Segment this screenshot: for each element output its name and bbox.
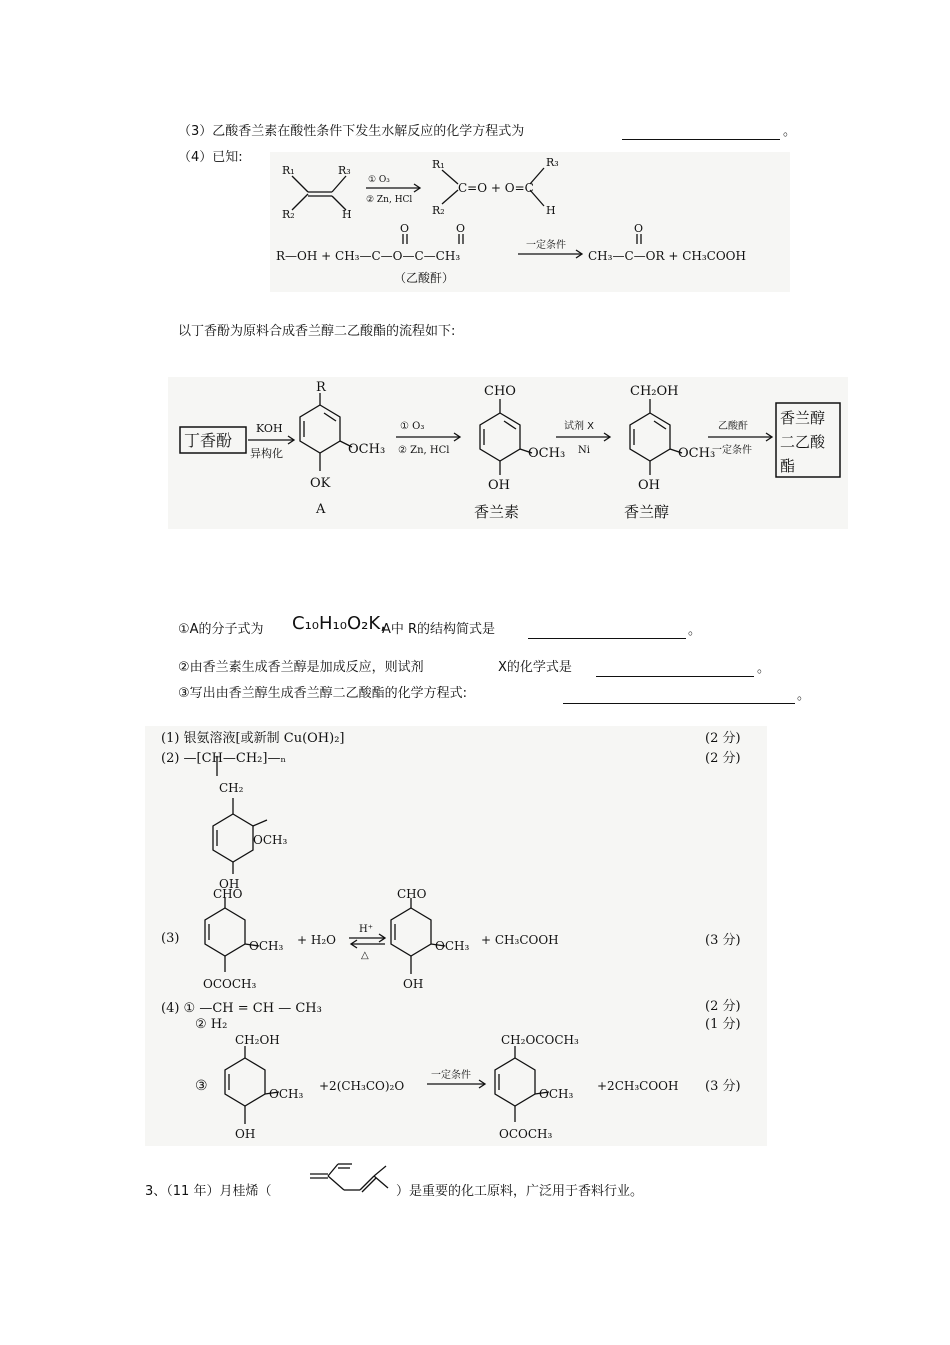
vanillyl-alcohol-ch2oh: CH₂OH — [630, 384, 679, 399]
sub1-answer-blank — [528, 620, 686, 639]
answer-2-score: (2 分) — [705, 751, 741, 766]
answer-4-2: ② H₂ — [195, 1017, 228, 1032]
answer-4-3-product-och3: OCH₃ — [539, 1087, 574, 1101]
product-r2-label: R₂ — [432, 204, 445, 217]
answer-2: (2) —[CH—CH₂]—ₙ — [161, 751, 287, 766]
sub1-formula: C₁₀H₁₀O₂K, — [292, 613, 386, 634]
q3-answer-blank — [622, 121, 780, 140]
answer-3-och3-1: OCH₃ — [249, 939, 284, 953]
answer-4-3-product-top: CH₂OCOCH₃ — [501, 1033, 579, 1047]
answer-key-figure — [145, 726, 767, 1146]
ozone-condition: ① O₃ — [368, 175, 390, 185]
product-r1-label: R₁ — [432, 158, 445, 171]
ester-o: O — [634, 222, 644, 235]
answer-3-water: + H₂O — [297, 933, 336, 947]
vanillyl-alcohol-och3: OCH₃ — [678, 446, 716, 461]
r1-label: R₁ — [282, 164, 295, 177]
sub2-text-b: X的化学式是 — [498, 660, 572, 675]
myrcene-skeletal-structure — [304, 1160, 400, 1202]
answer-3-score: (3 分) — [705, 933, 741, 948]
answer-3-cho-2: CHO — [397, 887, 427, 901]
answer-3-heat: △ — [361, 950, 369, 961]
answer-3-och3-2: OCH₃ — [435, 939, 470, 953]
r3-label: R₃ — [338, 164, 351, 177]
anhydride-o2: O — [456, 222, 466, 235]
answer-3-acetic-acid: + CH₃COOH — [481, 933, 559, 947]
answer-4-3-condition: 一定条件 — [431, 1070, 471, 1081]
synthesis-flow-figure — [168, 377, 848, 529]
flow-intro: 以丁香酚为原料合成香兰醇二乙酸酯的流程如下: — [178, 324, 456, 339]
end-product-line2: 二乙酸 — [780, 433, 826, 451]
zn-hcl-condition: ② Zn, HCl — [366, 195, 413, 205]
esterification-condition: 一定条件 — [526, 240, 566, 251]
vanillin-oh: OH — [488, 478, 510, 493]
answer-3-label: (3) — [161, 931, 180, 946]
answer-4-3-ch2oh: CH₂OH — [235, 1033, 280, 1047]
end-product-line1: 香兰醇 — [780, 409, 826, 427]
q3-period: 。 — [783, 124, 797, 139]
esterification-products: CH₃—C—OR + CH₃COOH — [588, 249, 746, 263]
sub1-text-b: A中 R的结构简式是 — [382, 622, 496, 637]
nickel-catalyst: Ni — [578, 445, 590, 456]
answer-4-3-och3: OCH₃ — [269, 1087, 304, 1101]
answer-4-3-oh: OH — [235, 1127, 256, 1141]
answer-4-3-product-bottom: OCOCH₃ — [499, 1127, 553, 1141]
q4-text: （4）已知: — [178, 150, 243, 165]
answer-1: (1) 银氨溶液[或新制 Cu(OH)₂] — [161, 731, 345, 746]
vanillyl-alcohol-label: 香兰醇 — [624, 503, 670, 521]
answer-3-oh: OH — [403, 977, 424, 991]
vanillin-cho: CHO — [484, 384, 516, 399]
anhydride-o1: O — [400, 222, 410, 235]
known-reactions-figure — [270, 152, 790, 292]
vanillin-och3: OCH₃ — [528, 446, 566, 461]
q-next-text-a: 3、（11 年）月桂烯（ — [145, 1184, 272, 1199]
answer-2-oh: OH — [219, 877, 240, 891]
answer-4-2-score: (1 分) — [705, 1017, 741, 1032]
acetic-anhydride-name: （乙酸酐） — [394, 271, 455, 285]
answer-4-1-score: (2 分) — [705, 999, 741, 1014]
end-product-line3: 酯 — [780, 457, 796, 475]
ozonolysis-step1: ① O₃ — [400, 421, 425, 432]
answer-4-3-label: ③ — [195, 1078, 208, 1094]
answer-4-3-anhydride: +2(CH₃CO)₂O — [319, 1079, 405, 1093]
q-next-text-b: ）是重要的化工原料，广泛用于香料行业。 — [396, 1184, 644, 1199]
compound-a-label: A — [316, 502, 326, 517]
koh-reagent: KOH — [256, 422, 283, 435]
compound-a-r: R — [316, 380, 326, 395]
sub2-period: 。 — [757, 661, 771, 676]
certain-conditions: 一定条件 — [712, 445, 752, 456]
isomerization-condition: 异构化 — [250, 447, 283, 460]
sub2-answer-blank — [596, 658, 754, 677]
vanillyl-alcohol-oh: OH — [638, 478, 660, 493]
sub1-text-a: ①A的分子式为 — [178, 622, 264, 637]
answer-3-acid: H⁺ — [359, 924, 373, 935]
sub3-answer-blank — [563, 685, 795, 704]
ozonolysis-step2: ② Zn, HCl — [398, 445, 450, 456]
answer-4-1: (4) ① —CH = CH — CH₃ — [161, 1001, 322, 1016]
sub3-period: 。 — [797, 688, 811, 703]
product-h-label: H — [546, 204, 556, 217]
sub1-period: 。 — [688, 623, 702, 638]
r2-label: R₂ — [282, 208, 295, 221]
eugenol-box-label: 丁香酚 — [184, 431, 233, 450]
acetic-anhydride-reagent: 乙酸酐 — [718, 421, 748, 432]
sub3-text: ③写出由香兰醇生成香兰醇二乙酸酯的化学方程式: — [178, 686, 468, 701]
esterification-reactants: R—OH + CH₃—C—O—C—CH₃ — [276, 249, 461, 263]
sub2-text-a: ②由香兰素生成香兰醇是加成反应，则试剂 — [178, 660, 424, 675]
answer-2-och3: OCH₃ — [253, 833, 288, 847]
answer-3-cho-1: CHO — [213, 887, 243, 901]
carbonyl-products: C=O + O=C — [458, 181, 534, 195]
vanillin-label: 香兰素 — [474, 503, 520, 521]
answer-3-oac: OCOCH₃ — [203, 977, 257, 991]
compound-a-ok: OK — [310, 476, 331, 491]
answer-4-3-acetic-acid: +2CH₃COOH — [597, 1079, 679, 1093]
answer-4-3-score: (3 分) — [705, 1079, 741, 1094]
product-r3-label: R₃ — [546, 156, 559, 169]
reagent-x: 试剂 X — [564, 421, 595, 432]
h-label: H — [342, 208, 352, 221]
answer-1-score: (2 分) — [705, 731, 741, 746]
compound-a-och3: OCH₃ — [348, 442, 386, 457]
q3-text: （3）乙酸香兰素在酸性条件下发生水解反应的化学方程式为 — [178, 124, 525, 139]
answer-2-ch2: CH₂ — [219, 781, 244, 795]
